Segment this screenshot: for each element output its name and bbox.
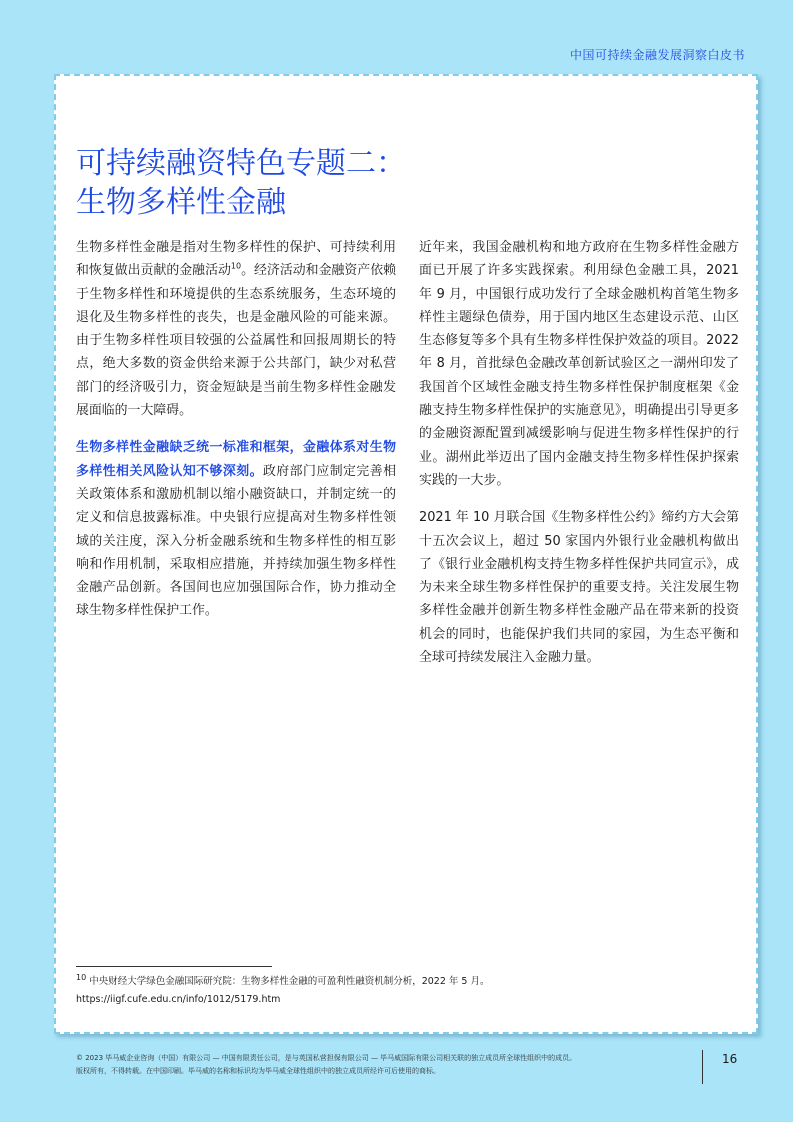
left-column: [76, 236, 396, 637]
footnote-number: 10: [76, 972, 87, 982]
footnote-divider: [76, 966, 272, 967]
left-p1-rest: 。经济活动和金融资产依赖于生物多样性和环境提供的生态系统服务，生态环境的退化及生物多样性的丧失，也是金融风险的可能来源。由于生物多样性项目较强的公益属性和回报周期长的特点，绝大多数的资金供给来源于公共部门，缺少对私营部门的经济吸引力，资金短缺是当前生物多样性金融发展面临的一大障碍。: [76, 263, 396, 419]
header-title: 中国可持续金融发展洞察白皮书: [569, 48, 745, 62]
left-paragraph-1: [76, 236, 396, 422]
right-column: [419, 236, 739, 683]
page-title: [76, 144, 406, 222]
right-paragraph-1: 近年来，我国金融机构和地方政府在生物多样性金融方面已开展了许多实践探索。利用绿色金融工具，2021 年 9 月，中国银行成功发行了全球金融机构首笔生物多样性主题绿色债券，用于国内地区生态建设示范、山区生态修复等多个具有生物多样性保护效益的项目。2022 年 8 月，首批绿色金融改革创新试验区之一湖州印发了我国首个区域性金融支持生物多样性保护制度框架《金融支持生物多样性保护的实施意见》，明确提出引导更多的金融资源配置到减缓影响与促进生物多样性保护的行业。湖州此举迈出了国内金融支持生物多样性保护探索实践的一大步。: [419, 240, 739, 488]
left-p1-text: 生物多样性金融是指对生物多样性的保护、可持续利用和恢复做出贡献的金融活动: [76, 240, 396, 279]
page-title-line2: 生物多样性金融: [76, 185, 286, 220]
copyright-line-2: 版权所有，不得转载。在中国印刷。毕马威的名称和标识均为毕马威全球性组织中的独立成员所经许可后使用的商标。: [76, 1066, 440, 1075]
left-p2-emphasis: 生物多样性金融缺乏统一标准和框架，金融体系对生物多样性相关风险认知不够深刻。: [76, 440, 396, 479]
page-number: 16: [722, 1052, 738, 1066]
footnote-source: 中央财经大学绿色金融国际研究院：生物多样性金融的可盈利性融资机制分析，2022 年 5 月。: [86, 976, 490, 987]
copyright-notice: [76, 1052, 686, 1077]
footnote-text: [76, 973, 736, 991]
copyright-line-1: © 2023 毕马威企业咨询（中国）有限公司 — 中国有限责任公司，是与英国私营担保有限公司 — 毕马威国际有限公司相关联的独立成员所全球性组织中的成员。: [76, 1054, 577, 1062]
page-number-divider: [702, 1050, 703, 1084]
footnote-url[interactable]: https://iigf.cufe.edu.cn/info/1012/5179.htm: [76, 994, 281, 1005]
footnote: [76, 973, 736, 1009]
right-paragraph-2: 2021 年 10 月联合国《生物多样性公约》缔约方大会第十五次会议上，超过 50 家国内外银行业金融机构做出了《银行业金融机构支持生物多样性保护共同宣示》，成为未来全球生物多样性保护的重要支持。关注发展生物多样性金融并创新生物多样性金融产品在带来新的投资机会的同时，也能保护我们共同的家园，为生态平衡和全球可持续发展注入金融力量。: [419, 510, 739, 666]
footnote-ref[interactable]: 10: [230, 262, 242, 271]
page-title-line1: 可持续融资特色专题二：: [76, 146, 406, 181]
left-p2-text: 政府部门应制定完善相关政策体系和激励机制以缩小融资缺口，并制定统一的定义和信息披露标准。中央银行应提高对生物多样性领域的关注度，深入分析金融系统和生物多样性的相互影响和作用机制，采取相应措施，并持续加强生物多样性金融产品创新。各国间也应加强国际合作，协力推动全球生物多样性保护工作。: [76, 463, 397, 619]
left-paragraph-2: [76, 436, 396, 622]
